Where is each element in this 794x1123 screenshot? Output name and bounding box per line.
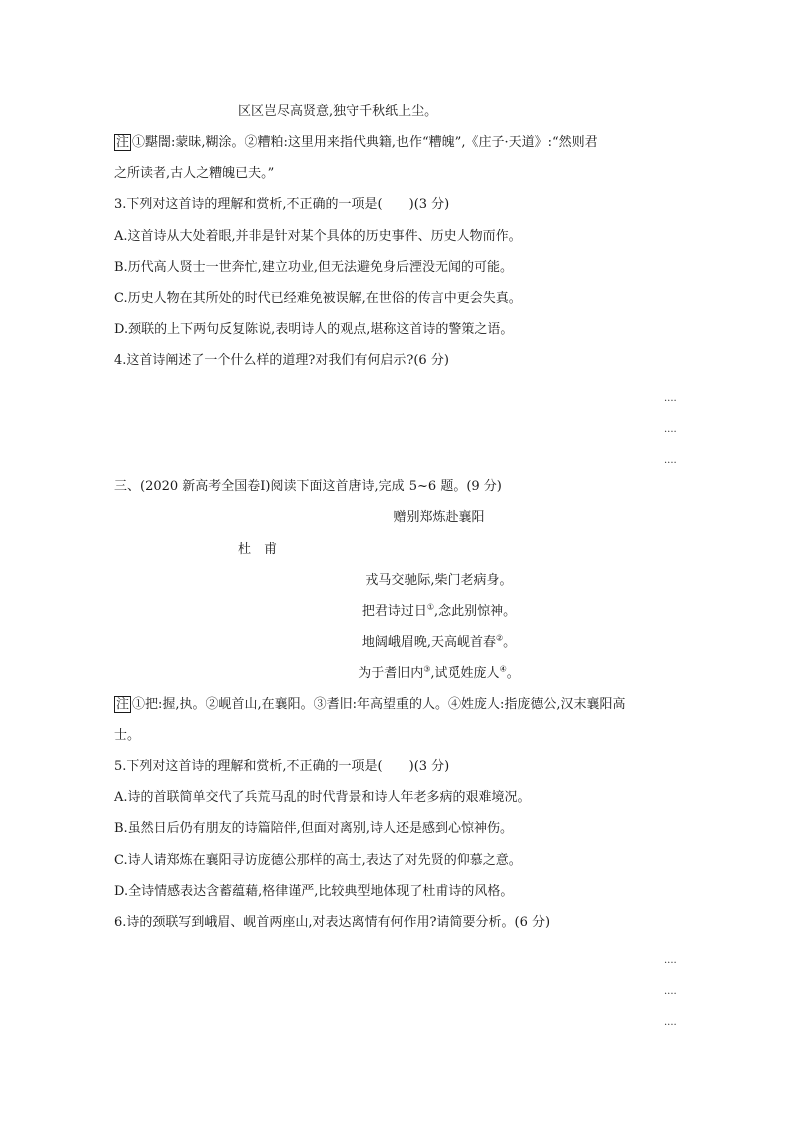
section3-heading: 三、(2020 新高考全国卷Ⅰ)阅读下面这首唐诗,完成 5~6 题。(9 分) xyxy=(114,479,502,494)
poem1-last-line: 区区岂尽高贤意,独守千秋纸上尘。 xyxy=(238,104,438,119)
q5-option-a: A.诗的首联简单交代了兵荒马乱的时代背景和诗人年老多病的艰难境况。 xyxy=(114,790,531,805)
poem2-line1: 戎马交驰际,柴门老病身。 xyxy=(365,573,513,588)
q5-option-c: C.诗人请郑炼在襄阳寻访庞德公那样的高士,表达了对先贤的仰慕之意。 xyxy=(114,853,522,868)
answer-line: .... xyxy=(664,424,677,435)
question4-stem: 4.这首诗阐述了一个什么样的道理?对我们有何启示?(6 分) xyxy=(114,353,449,368)
answer-line: .... xyxy=(664,986,677,997)
note-mark: 注 xyxy=(116,135,130,150)
question3-stem: 3.下列对这首诗的理解和赏析,不正确的一项是( )(3 分) xyxy=(114,197,450,212)
poem2-line3: 地阔峨眉晚,天高岘首春②。 xyxy=(361,633,517,650)
question5-stem: 5.下列对这首诗的理解和赏析,不正确的一项是( )(3 分) xyxy=(114,759,450,774)
poem2-line4: 为于耆旧内③,试觅姓庞人④。 xyxy=(358,664,520,681)
answer-line: .... xyxy=(664,393,677,404)
note1-line1: 注 ①黮闇:蒙昧,糊涂。②糟粕:这里用来指代典籍,也作“糟魄”,《庄子·天道》:“然则君 xyxy=(116,135,598,150)
q3-option-b: B.历代高人贤士一世奔忙,建立功业,但无法避免身后湮没无闻的可能。 xyxy=(114,260,513,275)
q5-option-b: B.虽然日后仍有朋友的诗篇陪伴,但面对离别,诗人还是感到心惊神伤。 xyxy=(114,821,513,836)
answer-line: .... xyxy=(664,1017,677,1028)
poem2-author: 杜 甫 xyxy=(238,542,278,557)
note-mark: 注 xyxy=(116,697,130,712)
note2-line1: 注 ①把:握,执。②岘首山,在襄阳。③耆旧:年高望重的人。④姓庞人:指庞德公,汉末襄阳高 xyxy=(116,697,626,712)
q3-option-c: C.历史人物在其所处的时代已经难免被误解,在世俗的传言中更会失真。 xyxy=(114,291,522,306)
answer-line: .... xyxy=(664,955,677,966)
poem2-line2: 把君诗过日①,念此别惊神。 xyxy=(361,602,517,619)
poem2-title: 赠别郑炼赴襄阳 xyxy=(393,510,485,525)
q3-option-d: D.颈联的上下两句反复陈说,表明诗人的观点,堪称这首诗的警策之语。 xyxy=(114,322,514,337)
q3-option-a: A.这首诗从大处着眼,并非是针对某个具体的历史事件、历史人物而作。 xyxy=(114,229,522,244)
q5-option-d: D.全诗情感表达含蓄蕴藉,格律谨严,比较典型地体现了杜甫诗的风格。 xyxy=(114,884,514,899)
note2-line2: 士。 xyxy=(114,728,141,743)
question6-stem: 6.诗的颈联写到峨眉、岘首两座山,对表达离情有何作用?请简要分析。(6 分) xyxy=(114,915,551,930)
answer-line: .... xyxy=(664,455,677,466)
note1-line2: 之所读者,古人之糟魄已夫。” xyxy=(114,166,275,181)
